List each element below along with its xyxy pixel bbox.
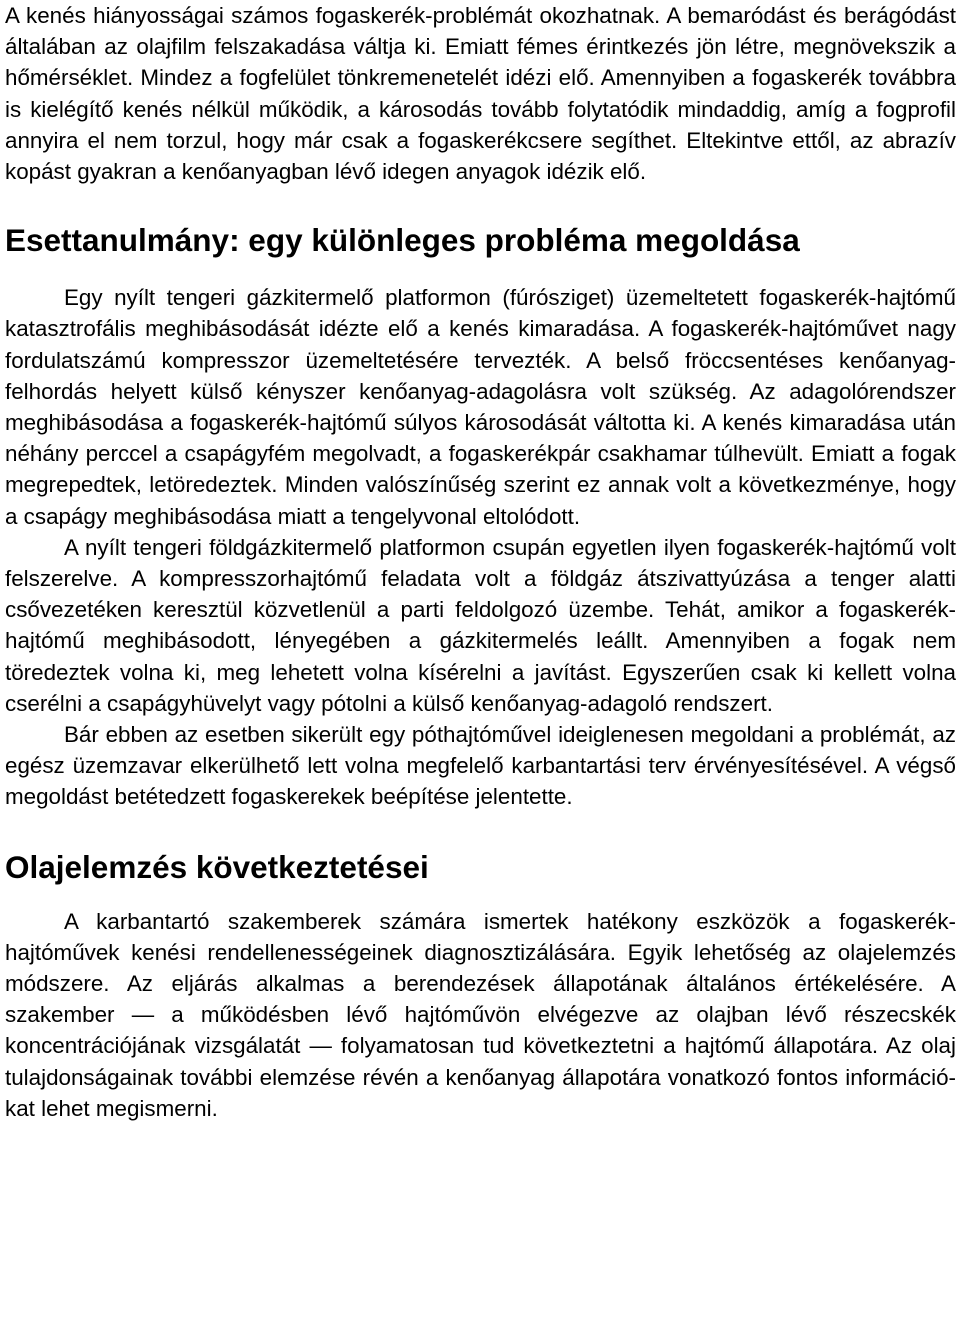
oil-analysis-heading: Olajelemzés következtetései xyxy=(5,848,429,885)
case-study-paragraph-3: Bár ebben az esetben sikerült egy póthajtóművel ideiglenesen megoldani a problémát, az egész üzemzavar elkerülhető lett volna megfelelő karbantartási terv érvényesítésével. A végső megoldást betétedzett fogaskerekek beépítése jelentette. xyxy=(5,722,956,810)
case-study-paragraph-1: Egy nyílt tengeri gázkitermelő platformon (fúrósziget) üzemeltetett fogaskerék-hajtómű katasztrofális meghibásodását idézte elő a kenés kimaradása. A fogaskerék-hajtóművet nagy fordulatszámú kompresszor üzemeltetésére tervezték. A belső fröccsentéses kenőanyag-felhordás helyett külső kényszer kenőanyag-adagolásra volt szükség. Az adagolórendszer meghibásodása a fogaskerék-hajtómű súlyos károsodását váltotta ki. A kenés kimaradása után néhány perccel a csapágyfém megolvadt, a fogaskerékpár csakhamar túlhevült. Emiatt a fogak megrepedtek, letöredeztek. Minden valószínűség szerint ez annak volt a következménye, hogy a csapágy meghibásodása miatt a tengelyvonal eltolódott. xyxy=(5,285,956,529)
case-study-paragraph-2: A nyílt tengeri földgázkitermelő platformon csupán egyetlen ilyen fogaskerék-hajtómű volt felszerelve. A kompresszorhajtómű feladata volt a földgáz átszivattyúzása a tenger alatti csővezetéken keresztül közvetlenül a parti feldolgozó üzembe. Tehát, amikor a fogaskerék-hajtómű meghibásodott, lényegében a gázkitermelés leállt. Amennyiben a fogak nem töredeztek volna ki, meg lehetett volna kísérelni a javítást. Egyszerűen csak ki kellett volna cserélni a csapágyhüvelyt vagy pótolni a külső kenőanyag-adagoló rendszert. xyxy=(5,534,956,716)
intro-paragraph: A kenés hiányosságai számos fogaskerék-problémát okozhatnak. A bemaródást és berágódást általában az olajfilm felszakadása váltja ki. Emiatt fémes érintkezés jön létre, megnövekszik a hőmérséklet. Mindez a fogfelület tönkremenetelét idézi elő. Amennyiben a fogaskerék továbbra is kielégítő kenés nélkül működik, a károsodás tovább folytatódik mindaddig, amíg a fogprofil annyira el nem torzul, hogy már csak a fogaskerékcsere segíthet. Eltekintve ettől, az abrazív kopást gyakran a kenőanyagban lévő idegen anyagok idézik elő. xyxy=(5,3,956,185)
case-study-heading: Esettanulmány: egy különleges probléma megoldása xyxy=(5,222,800,259)
oil-analysis-paragraph: A karbantartó szakemberek számára ismertek hatékony eszközök a fogaskerék-hajtóművek kenési rendellenességeinek diagnosztizálására. Egyik lehetőség az olajelemzés módszere. Az eljárás alkalmas a berendezések állapotának általános értékelésére. A szakember — a működésben lévő hajtóművön elvégezve az olajban lévő részecskék koncentrációjának vizsgálatát — folyamatosan tud következtetni a hajtómű állapotára. Az olaj tulajdonságainak további elemzése révén a kenőanyag állapotára vonatkozó fontos információkat lehet megismerni. xyxy=(5,908,956,1121)
